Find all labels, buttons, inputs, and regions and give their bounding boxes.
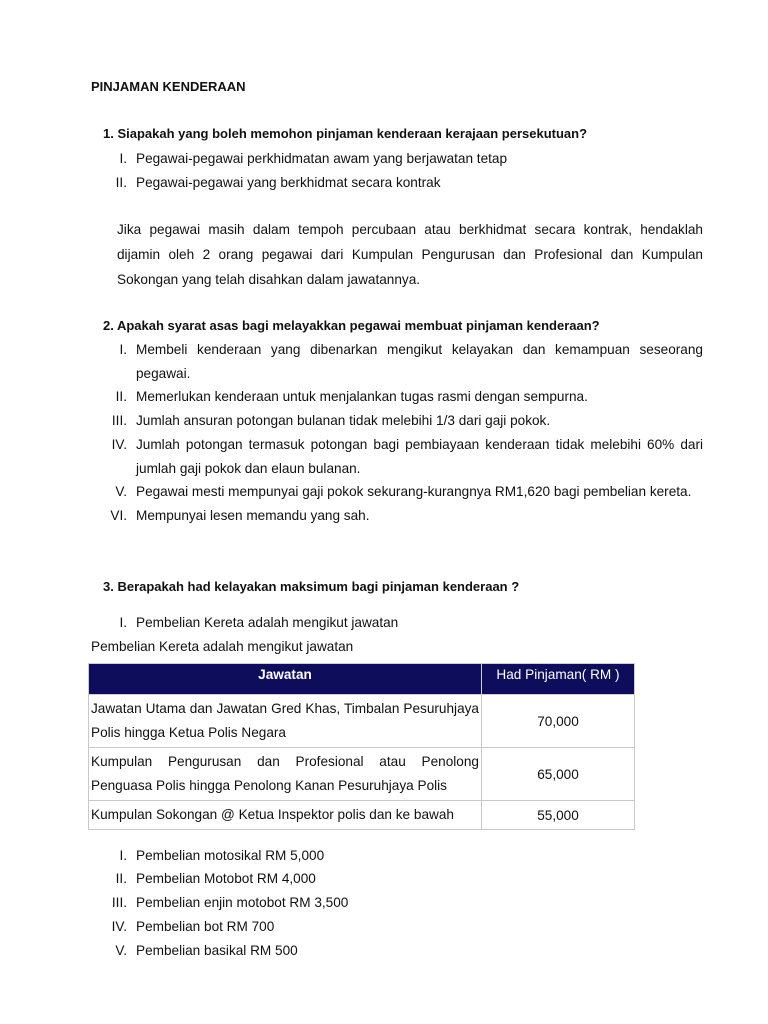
q2-item-2 xyxy=(100,385,703,409)
q3-item-4-number: IV. xyxy=(111,919,127,934)
q1-item-2-text: Pegawai-pegawai yang berkhidmat secara kontrak xyxy=(136,175,441,190)
q2-item-3-text: Jumlah ansuran potongan bulanan tidak melebihi 1/3 dari gaji pokok. xyxy=(136,413,551,428)
table-header-row xyxy=(89,664,635,695)
q2-item-3 xyxy=(100,409,703,433)
column-header-had-pinjaman: Had Pinjaman( RM ) xyxy=(482,664,635,695)
table-row xyxy=(89,695,635,748)
q2-item-4-text: Jumlah potongan termasuk potongan bagi pembiayaan kenderaan tidak melebihi 60% dari jumlah gaji pokok dan elaun bulanan. xyxy=(136,437,703,476)
table-cell-jawatan: Kumpulan Pengurusan dan Profesional atau Penolong Penguasa Polis hingga Penolong Kanan Pesuruhjaya Polis xyxy=(89,748,482,801)
column-header-jawatan: Jawatan xyxy=(89,664,482,695)
q3-item-2-text: Pembelian Motobot RM 4,000 xyxy=(136,871,316,886)
q2-item-5 xyxy=(100,480,703,504)
table-cell-jawatan: Kumpulan Sokongan @ Ketua Inspektor polis dan ke bawah xyxy=(89,801,482,830)
q2-item-3-number: III. xyxy=(111,413,127,428)
table-cell-jawatan: Jawatan Utama dan Jawatan Gred Khas, Timbalan Pesuruhjaya Polis hingga Ketua Polis Negara xyxy=(89,695,482,748)
q2-item-6 xyxy=(100,504,703,528)
q2-item-2-number: II. xyxy=(115,389,127,404)
q3-item-3-number: III. xyxy=(111,895,127,910)
table-cell-had: 55,000 xyxy=(482,801,635,830)
q1-item-1-number: I. xyxy=(119,151,127,166)
question-3: 3. Berapakah had kelayakan maksimum bagi pinjaman kenderaan ? xyxy=(103,579,520,594)
q2-item-1-number: I. xyxy=(119,342,127,357)
q2-item-1 xyxy=(100,338,703,385)
q2-item-6-text: Mempunyai lesen memandu yang sah. xyxy=(136,508,370,523)
q1-note-paragraph: Jika pegawai masih dalam tempoh percubaan atau berkhidmat secara kontrak, hendaklah dijamin oleh 2 orang pegawai dari Kumpulan Pengurusan dan Profesional dan Kumpulan Sokongan yang telah disahkan dalam jawatannya. xyxy=(117,222,703,287)
q3-item-4 xyxy=(100,915,703,939)
loan-limit-table xyxy=(88,663,635,830)
q2-item-4 xyxy=(100,433,703,480)
q3-item-1-text: Pembelian motosikal RM 5,000 xyxy=(136,848,325,863)
q1-item-2 xyxy=(100,171,703,195)
q3-item-5-number: V. xyxy=(115,943,127,958)
q1-item-1-text: Pegawai-pegawai perkhidmatan awam yang berjawatan tetap xyxy=(136,151,508,166)
q3-item-2 xyxy=(100,867,703,891)
q1-item-1 xyxy=(100,147,703,171)
q3-item-4-text: Pembelian bot RM 700 xyxy=(136,919,275,934)
q3-first-item-text: Pembelian Kereta adalah mengikut jawatan xyxy=(136,615,399,630)
q3-item-1-number: I. xyxy=(119,848,127,863)
table-cell-had: 65,000 xyxy=(482,748,635,801)
q2-item-1-text: Membeli kenderaan yang dibenarkan mengikut kelayakan dan kemampuan seseorang pegawai. xyxy=(136,342,703,381)
q1-item-2-number: II. xyxy=(115,175,127,190)
q2-item-6-number: VI. xyxy=(110,508,127,523)
q2-item-4-number: IV. xyxy=(111,437,127,452)
document-title: PINJAMAN KENDERAAN xyxy=(91,79,246,94)
q3-item-1 xyxy=(100,844,703,868)
q3-item-5-text: Pembelian basikal RM 500 xyxy=(136,943,298,958)
table-cell-had: 70,000 xyxy=(482,695,635,748)
q2-item-5-number: V. xyxy=(115,484,127,499)
q2-item-2-text: Memerlukan kenderaan untuk menjalankan tugas rasmi dengan sempurna. xyxy=(136,389,588,404)
q2-item-5-text: Pegawai mesti mempunyai gaji pokok sekurang-kurangnya RM1,620 bagi pembelian kereta. xyxy=(136,484,692,499)
question-2: 2. Apakah syarat asas bagi melayakkan pegawai membuat pinjaman kenderaan? xyxy=(103,318,600,333)
question-1: 1. Siapakah yang boleh memohon pinjaman kenderaan kerajaan persekutuan? xyxy=(103,126,588,141)
table-row xyxy=(89,748,635,801)
table-intro-text: Pembelian Kereta adalah mengikut jawatan xyxy=(91,639,354,654)
q3-item-3-text: Pembelian enjin motobot RM 3,500 xyxy=(136,895,349,910)
q3-item-5 xyxy=(100,939,703,963)
q3-item-3 xyxy=(100,891,703,915)
q3-first-item-number: I. xyxy=(119,615,127,630)
q3-first-item xyxy=(100,611,703,635)
table-row xyxy=(89,801,635,830)
q3-item-2-number: II. xyxy=(115,871,127,886)
